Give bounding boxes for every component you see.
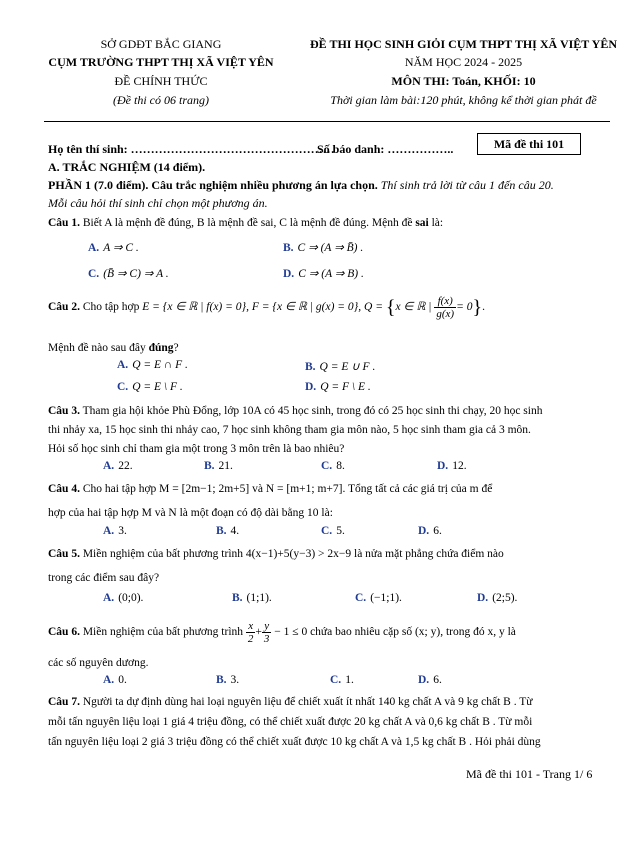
header-divider — [44, 121, 610, 122]
q2-option-c[interactable]: C. Q = E \ F . — [117, 381, 183, 393]
q6-line-2: các số nguyên dương. — [48, 657, 149, 669]
exam-code-box: Mã đề thi 101 — [477, 133, 581, 155]
q5-option-c[interactable]: C. (−1;1). — [355, 592, 402, 604]
q2-set-q: Q = — [364, 301, 383, 314]
part1-header — [48, 178, 554, 193]
q3-line-3: Hỏi số học sinh chỉ tham gia một trong 3 môn trên là bao nhiêu? — [48, 443, 345, 455]
q1-option-b[interactable]: B. C ⇒ (A ⇒ B̄) . — [283, 242, 364, 254]
q1-keyword: sai — [415, 217, 429, 229]
q1-suffix: là: — [431, 217, 444, 229]
q3-option-d[interactable]: D. 12. — [437, 460, 467, 472]
q7-line-1: Câu 7. Người ta dự định dùng hai loại nguyên liệu để chiết xuất ít nhất 140 kg chất A và 9 kg chất B . Từ — [48, 696, 533, 708]
header-title: ĐỀ THI HỌC SINH GIỎI CỤM THPT THỊ XÃ VIỆT YÊN — [310, 37, 617, 51]
q2-option-a[interactable]: A. Q = E ∩ F . — [117, 359, 188, 371]
q6-option-d[interactable]: D. 6. — [418, 674, 442, 686]
q3-line-1: Câu 3. Tham gia hội khỏe Phù Đổng, lớp 10A có 45 học sinh, trong đó có 25 học sinh thi chạy, 20 học sinh — [48, 405, 543, 417]
q2-keyword: đúng — [148, 342, 174, 354]
page-footer: Mã đề thi 101 - Trang 1/ 6 — [466, 767, 593, 781]
q3-option-c[interactable]: C. 8. — [321, 460, 345, 472]
q3-option-a[interactable]: A. 22. — [103, 460, 133, 472]
q2-fraction: $\frac{f(x)}{g(x)}$ — [436, 295, 455, 320]
candidate-id: Số báo danh: …………….. — [317, 142, 454, 156]
section-a-title: A. TRẮC NGHIỆM (14 điểm). — [48, 160, 206, 174]
q6-option-c[interactable]: C. 1. — [330, 674, 354, 686]
q4-option-a[interactable]: A. 3. — [103, 525, 127, 537]
q6-line-1: Câu 6. Miền nghiệm của bất phương trình $\frac{x}{2}$ + $\frac{y}{3}$ − 1 ≤ 0 chứa bao nhiêu cặp số (x; y), trong đó x, y là — [48, 620, 516, 645]
q3-line-2: thi nhảy xa, 15 học sinh thi nhảy cao, 7 học sinh không tham gia môn nào, 5 học sinh tham gia cả 3 môn. — [48, 424, 531, 436]
q4-line-2: hợp của hai tập hợp M và N là một đoạn có độ dài bằng 10 là: — [48, 507, 333, 519]
header-dept: SỞ GDĐT BẮC GIANG — [100, 37, 222, 51]
header-year: NĂM HỌC 2024 - 2025 — [404, 55, 523, 69]
q2-set-e: E = {x ∈ ℝ | f(x) = 0}, — [142, 301, 249, 314]
q6-fraction-y: $\frac{y}{3}$ — [263, 620, 270, 645]
header-school: CỤM TRƯỜNG THPT THỊ XÃ VIỆT YÊN — [48, 55, 274, 69]
header-official: ĐỀ CHÍNH THỨC — [114, 74, 208, 88]
q2-stem-text: Mệnh đề nào sau đây — [48, 342, 146, 354]
header-subject: MÔN THI: Toán, KHỐI: 10 — [391, 74, 536, 88]
q4-option-c[interactable]: C. 5. — [321, 525, 345, 537]
q4-option-b[interactable]: B. 4. — [216, 525, 240, 537]
q5-option-d[interactable]: D. (2;5). — [477, 592, 518, 604]
q6-option-b[interactable]: B. 3. — [216, 674, 240, 686]
q6-label: Câu 6. — [48, 626, 80, 639]
q5-option-b[interactable]: B. (1;1). — [232, 592, 272, 604]
q1-text: Biết A là mệnh đề đúng, B là mệnh đề sai, C là mệnh đề đúng. Mệnh đề — [82, 217, 413, 229]
q6-fraction-x: $\frac{x}{2}$ — [247, 620, 254, 645]
q3-option-b[interactable]: B. 21. — [204, 460, 233, 472]
q1-label: Câu 1. — [48, 217, 80, 229]
q2-label: Câu 2. — [48, 301, 80, 314]
q2-text: Cho tập hợp — [82, 301, 140, 314]
q5-line-2: trong các điểm sau đây? — [48, 572, 160, 584]
q5-option-a[interactable]: A. (0;0). — [103, 592, 144, 604]
part1-instruction-2: Mỗi câu hỏi thí sinh chỉ chọn một phương án. — [48, 196, 268, 210]
q1-option-a[interactable]: A. A ⇒ C . — [88, 242, 139, 254]
q7-line-2: mỗi tấn nguyên liệu loại 1 giá 4 triệu đồng, có thể chiết xuất được 20 kg chất A và 0,6 kg chất B . Từ mỗi — [48, 716, 533, 728]
q6-option-a[interactable]: A. 0. — [103, 674, 127, 686]
header-pages: (Đề thi có 06 trang) — [113, 93, 209, 107]
q2-set-f: F = {x ∈ ℝ | g(x) = 0}, — [251, 301, 362, 314]
q5-line-1: Câu 5. Miền nghiệm của bất phương trình 4(x−1)+5(y−3) > 2x−9 là nửa mặt phẳng chứa điểm nào — [48, 548, 504, 560]
q3-label: Câu 3. — [48, 405, 80, 417]
q1-stem — [48, 215, 608, 231]
q2-question: Mệnh đề nào sau đây đúng? — [48, 342, 179, 354]
q1-option-c[interactable]: C. (B̄ ⇒ C) ⇒ A . — [88, 268, 169, 280]
q1-option-d[interactable]: D. C ⇒ (A ⇒ B) . — [283, 268, 364, 280]
q2-option-d[interactable]: D. Q = F \ E . — [305, 381, 371, 393]
q4-option-d[interactable]: D. 6. — [418, 525, 442, 537]
q2-stem: Câu 2. Cho tập hợp E = {x ∈ ℝ | f(x) = 0}, F = {x ∈ ℝ | g(x) = 0}, Q = {x ∈ ℝ | $\frac{f(x)}{g(x)}$ = 0}. — [48, 295, 485, 320]
q7-label: Câu 7. — [48, 696, 80, 708]
q2-option-b[interactable]: B. Q = E ∪ F . — [305, 361, 376, 373]
part1-instruction: Thí sinh trả lời từ câu 1 đến câu 20. — [380, 178, 554, 192]
q5-label: Câu 5. — [48, 548, 80, 560]
q4-line-1: Câu 4. Cho hai tập hợp M = [2m−1; 2m+5] và N = [m+1; m+7]. Tổng tất cả các giá trị của m để — [48, 483, 493, 495]
candidate-name: Họ tên thí sinh: …………………………………………… — [48, 142, 335, 156]
header-time: Thời gian làm bài:120 phút, không kể thời gian phát đề — [330, 93, 597, 107]
part1-title: PHẦN 1 (7.0 điểm). Câu trắc nghiệm nhiều phương án lựa chọn. — [48, 178, 378, 192]
q4-label: Câu 4. — [48, 483, 80, 495]
q7-line-3: tấn nguyên liệu loại 2 giá 3 triệu đồng có thể chiết xuất được 10 kg chất A và 1,5 kg chất B . Hỏi phải dùng — [48, 736, 541, 748]
